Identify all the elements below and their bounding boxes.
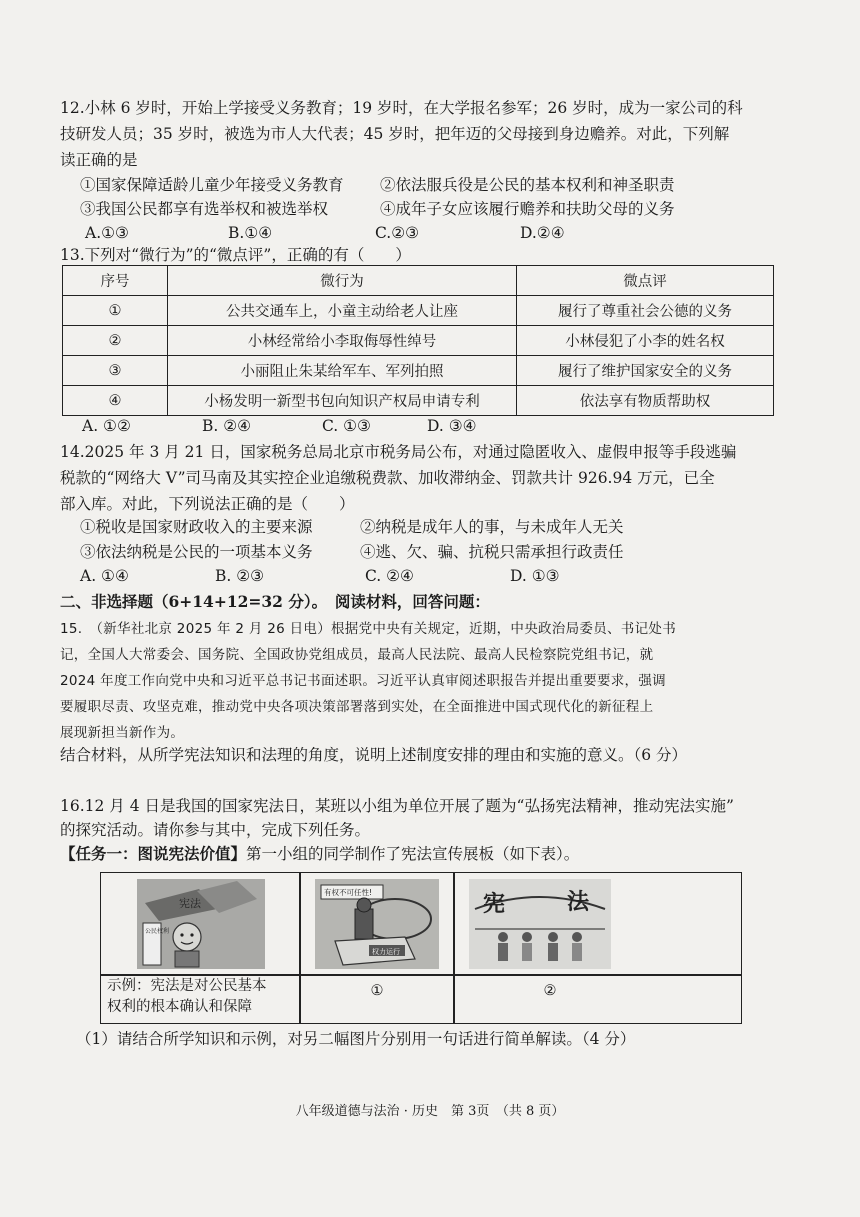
caption-example: [107, 976, 297, 1018]
q12-option-c: C.②③: [375, 224, 420, 242]
q15-question: 结合材料，从所学宪法知识和法理的角度，说明上述制度安排的理由和实施的意义。（6 分）: [60, 746, 688, 764]
table-cell-behavior: 小杨发明一新型书包向知识产权局申请专利: [168, 386, 517, 416]
caption-example-line-1: 示例：宪法是对公民基本: [107, 978, 267, 994]
constitution-poster-board: [100, 872, 742, 1024]
table-cell-index: ④: [63, 386, 168, 416]
q16-line-2: 的探究活动。请你参与其中，完成下列任务。: [60, 821, 371, 839]
q12-statement-4: ④成年子女应该履行赡养和扶助父母的义务: [380, 200, 675, 218]
caption-example-line-2: 权利的根本确认和保障: [107, 999, 252, 1015]
table-cell-index: ②: [63, 326, 168, 356]
pic3-title-a: 宪: [483, 892, 506, 917]
q14-option-c: C. ②④: [365, 567, 414, 585]
q16-subquestion-1: （1）请结合所学知识和示例，对另二幅图片分别用一句话进行简单解读。（4 分）: [76, 1030, 636, 1048]
pic2-sign-text: 有权不可任性!: [324, 888, 373, 897]
q15-material-line-4: 要履职尽责、攻坚克难，推动党中央各项决策部署落到实处，在全面推进中国式现代化的新征程上: [60, 699, 654, 715]
q14-statement-2: ②纳税是成年人的事，与未成年人无关: [360, 518, 624, 536]
table-header-index: 序号: [63, 266, 168, 296]
pic1-book-text: 公民权利: [145, 928, 170, 935]
table-cell-comment: 履行了尊重社会公德的义务: [517, 296, 774, 326]
table-cell-comment: 依法享有物质帮助权: [517, 386, 774, 416]
q14-statement-3: ③依法纳税是公民的一项基本义务: [80, 543, 313, 561]
q16-task1: [60, 842, 579, 866]
q13-option-b: B. ②④: [202, 417, 252, 435]
q13-option-a: A. ①②: [82, 417, 131, 435]
q14-option-d: D. ①③: [510, 567, 560, 585]
q16-line-1: 16.12 月 4 日是我国的国家宪法日，某班以小组为单位开展了题为“弘扬宪法精神，推动宪法实施”: [60, 797, 734, 815]
q12-option-b: B.①④: [228, 224, 273, 242]
q13-table: [62, 265, 774, 416]
pic3-title-b: 法: [567, 890, 590, 915]
q14-statement-4: ④逃、欠、骗、抗税只需承担行政责任: [360, 543, 624, 561]
pic1-sign-text: 宪法: [179, 897, 201, 910]
poster-image-power: [315, 879, 439, 969]
q14-option-b: B. ②③: [215, 567, 265, 585]
table-header-comment: 微点评: [517, 266, 774, 296]
q15-material-line-5: 展现新担当新作为。: [60, 725, 185, 741]
q12-line-3: 读正确的是: [60, 151, 138, 169]
table-cell-behavior: 小林经常给小李取侮辱性绰号: [168, 326, 517, 356]
caption-blank-2: ②: [543, 983, 557, 999]
q14-line-3: 部入库。对此，下列说法正确的是（ ）: [60, 495, 355, 513]
q13-option-d: D. ③④: [427, 417, 477, 435]
q16-task1-title: 【任务一：图说宪法价值】: [60, 844, 247, 863]
q12-statement-2: ②依法服兵役是公民的基本权利和神圣职责: [380, 176, 675, 194]
q13-stem: 13.下列对“微行为”的“微点评”，正确的有（ ）: [60, 246, 411, 264]
q12-option-d: D.②④: [520, 224, 565, 242]
q12-option-a: A.①③: [85, 224, 129, 242]
q12-line-1: 12.小林 6 岁时，开始上学接受义务教育；19 岁时，在大学报名参军；26 岁时，成为一家公司的科: [60, 99, 743, 117]
q12-statement-1: ①国家保障适龄儿童少年接受义务教育: [80, 176, 344, 194]
table-cell-index: ③: [63, 356, 168, 386]
table-cell-behavior: 公共交通车上，小童主动给老人让座: [168, 296, 517, 326]
q15-material-line-1: 15. （新华社北京 2025 年 2 月 26 日电）根据党中央有关规定，近期，中央政治局委员、书记处书: [60, 621, 676, 637]
page-footer: 八年级道德与法治 · 历史 第 3页 （共 8 页）: [295, 1104, 565, 1119]
table-row: [63, 386, 774, 416]
q14-option-a: A. ①④: [80, 567, 129, 585]
q12-statement-3: ③我国公民都享有选举权和被选举权: [80, 200, 329, 218]
q16-task1-text: 第一小组的同学制作了宪法宣传展板（如下表）。: [246, 845, 580, 863]
pic2-box-text: 权力运行: [372, 948, 400, 956]
caption-blank-1: ①: [370, 983, 384, 999]
q15-material-line-3: 2024 年度工作向党中央和习近平总书记书面述职。习近平认真审阅述职报告并提出重要要求，强调: [60, 673, 666, 689]
table-row: [63, 296, 774, 326]
table-cell-behavior: 小丽阻止朱某给军车、军列拍照: [168, 356, 517, 386]
q14-line-1: 14.2025 年 3 月 21 日，国家税务总局北京市税务局公布，对通过隐匿收入、虚假申报等手段逃骗: [60, 443, 737, 461]
poster-image-rights: [137, 879, 265, 969]
q14-statement-1: ①税收是国家财政收入的主要来源: [80, 518, 313, 536]
section-2-heading: 二、非选择题（6+14+12=32 分）。 阅读材料，回答问题：: [60, 592, 490, 611]
poster-image-equality: [469, 879, 611, 969]
table-row: [63, 326, 774, 356]
q14-line-2: 税款的“网络大 V”司马南及其实控企业追缴税费款、加收滞纳金、罚款共计 926.94 万元，已全: [60, 469, 715, 487]
table-cell-comment: 履行了维护国家安全的义务: [517, 356, 774, 386]
table-header-behavior: 微行为: [168, 266, 517, 296]
table-cell-comment: 小林侵犯了小李的姓名权: [517, 326, 774, 356]
q13-option-c: C. ①③: [322, 417, 371, 435]
table-row: [63, 356, 774, 386]
table-header-row: [63, 266, 774, 296]
q12-line-2: 技研发人员；35 岁时，被选为市人大代表；45 岁时，把年迈的父母接到身边赡养。对此，下列解: [60, 125, 730, 143]
q15-material-line-2: 记，全国人大常委会、国务院、全国政协党组成员，最高人民法院、最高人民检察院党组书记，就: [60, 647, 654, 663]
table-cell-index: ①: [63, 296, 168, 326]
